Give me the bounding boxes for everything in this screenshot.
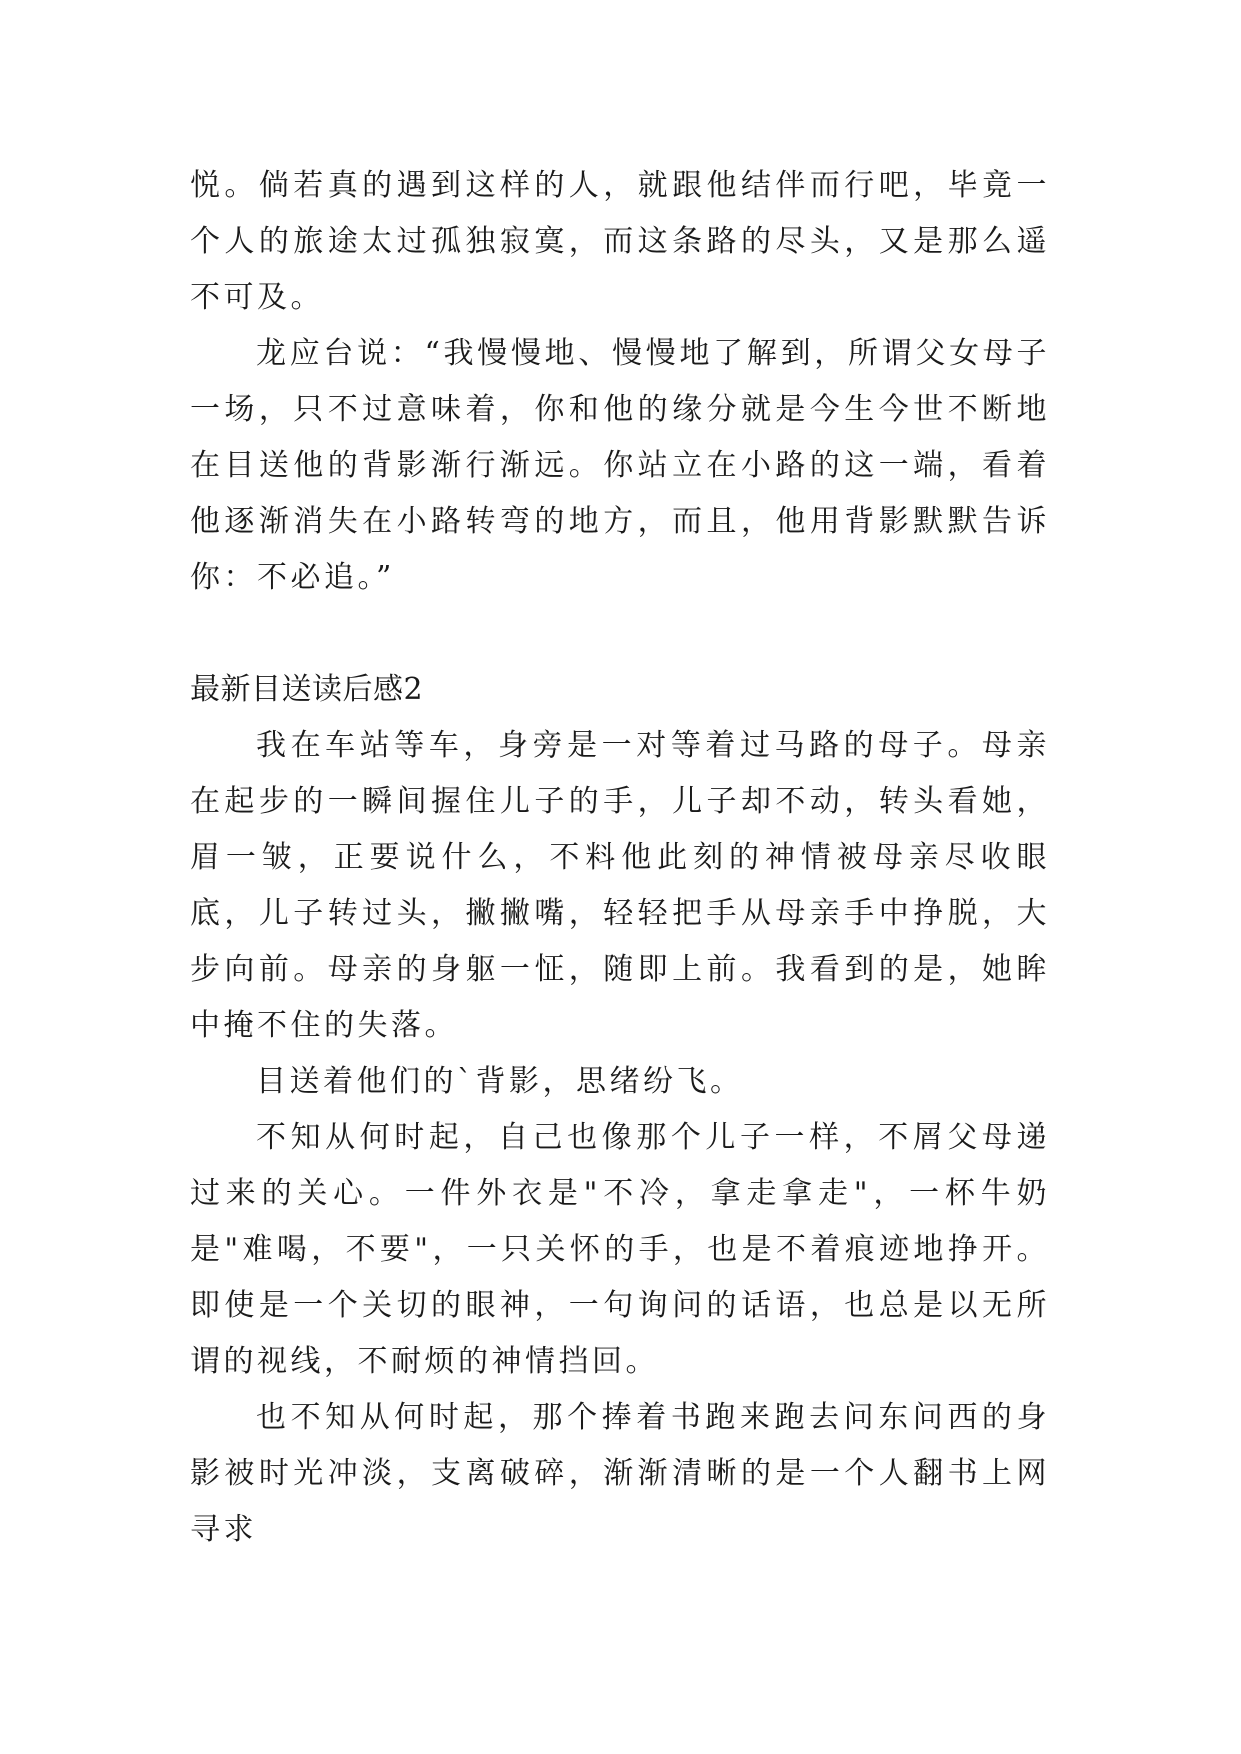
paragraph: 目送着他们的`背影，思绪纷飞。 — [256, 1064, 744, 1099]
paragraph: 也不知从何时起，那个捧着书跑来跑去问东问西的身影被时光冲淡，支离破碎，渐渐清晰的是一个人翻书上网寻求 — [190, 1400, 1050, 1547]
document-page — [190, 158, 1050, 1558]
section-title: 最新目送读后感2 — [190, 672, 424, 707]
paragraph: 龙应台说：“我慢慢地、慢慢地了解到，所谓父女母子一场，只不过意味着，你和他的缘分就是今生今世不断地在目送他的背影渐行渐远。你站立在小路的这一端，看着他逐渐消失在小路转弯的地方，而且，他用背影默默告诉你：不必追。” — [190, 336, 1050, 595]
paragraph: 悦。倘若真的遇到这样的人，就跟他结伴而行吧，毕竟一个人的旅途太过孤独寂寞，而这条路的尽头，又是那么遥不可及。 — [190, 168, 1050, 315]
paragraph: 我在车站等车，身旁是一对等着过马路的母子。母亲在起步的一瞬间握住儿子的手，儿子却不动，转头看她，眉一皱，正要说什么，不料他此刻的神情被母亲尽收眼底，儿子转过头，撇撇嘴，轻轻把手从母亲手中挣脱，大步向前。母亲的身躯一怔，随即上前。我看到的是，她眸中掩不住的失落。 — [190, 728, 1050, 1043]
paragraph: 不知从何时起，自己也像那个儿子一样，不屑父母递过来的关心。一件外衣是"不冷，拿走拿走"，一杯牛奶是"难喝，不要"，一只关怀的手，也是不着痕迹地挣开。即使是一个关切的眼神，一句询问的话语，也总是以无所谓的视线，不耐烦的神情挡回。 — [190, 1120, 1050, 1379]
